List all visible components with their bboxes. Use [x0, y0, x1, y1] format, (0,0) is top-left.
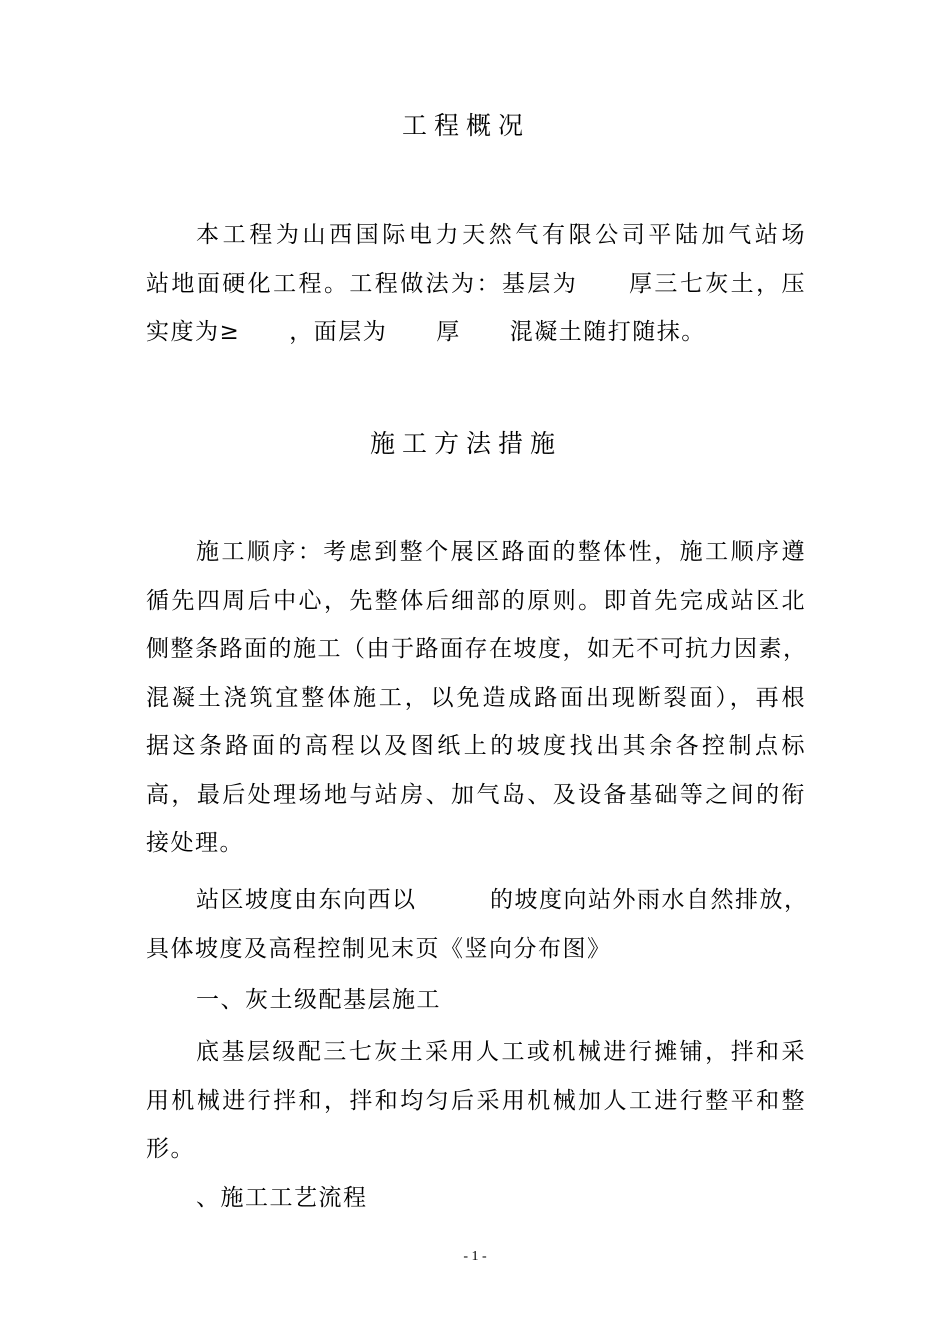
paragraph-line: 侧整条路面的施工（由于路面存在坡度，如无不可抗力因素，: [146, 636, 808, 662]
paragraph-line: 混凝土浇筑宜整体施工，以免造成路面出现断裂面），再根: [146, 684, 806, 711]
paragraph-line: 施工顺序：考虑到整个展区路面的整体性，施工顺序遵: [196, 539, 806, 565]
section-title-project-overview: 工程概况: [402, 111, 531, 140]
lime-soil-base-paragraph: [146, 1028, 806, 1174]
paragraph-line: 站区坡度由东向西以 的坡度向站外雨水自然排放，: [196, 887, 809, 913]
slope-paragraph: [146, 876, 809, 973]
section-title-construction-methods: 施工方法措施: [370, 429, 563, 458]
page-number: - 1 -: [463, 1249, 487, 1264]
paragraph-line: 用机械进行拌和，拌和均匀后采用机械加人工进行整平和整: [146, 1087, 806, 1114]
paragraph-line: 形。: [146, 1136, 195, 1162]
subheading-process-flow: [146, 1174, 806, 1223]
subheading-lime-soil-base: [146, 976, 806, 1025]
paragraph-line: 本工程为山西国际电力天然气有限公司平陆加气站场: [196, 222, 806, 248]
subheading-line: 、施工工艺流程: [196, 1185, 368, 1211]
paragraph-line: 循先四周后中心，先整体后细部的原则。即首先完成站区北: [146, 587, 806, 614]
paragraph-line: 底基层级配三七灰土采用人工或机械进行摊铺，拌和采: [196, 1039, 806, 1065]
paragraph-line: 接处理。: [146, 830, 244, 856]
paragraph-line: 高，最后处理场地与站房、加气岛、及设备基础等之间的衔: [146, 781, 806, 808]
project-overview-paragraph: [146, 211, 806, 357]
subheading-line: 一、灰土级配基层施工: [196, 987, 441, 1013]
construction-sequence-paragraph: [146, 528, 806, 868]
paragraph-line: 站地面硬化工程。工程做法为：基层为 厚三七灰土，压: [146, 270, 806, 297]
paragraph-line: 实度为≥ ，面层为 厚 混凝土随打随抹。: [146, 319, 706, 345]
paragraph-line: 据这条路面的高程以及图纸上的坡度找出其余各控制点标: [146, 733, 806, 759]
paragraph-line: 具体坡度及高程控制见末页《竖向分布图》: [146, 935, 612, 962]
